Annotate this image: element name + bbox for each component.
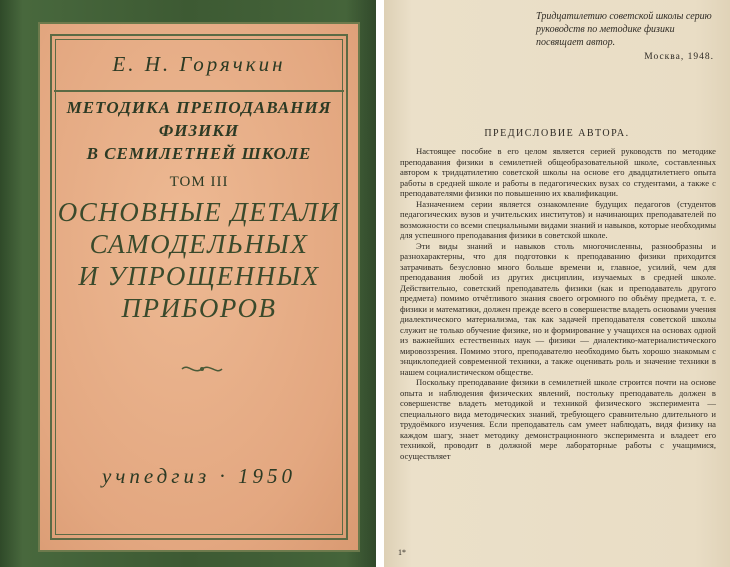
paragraph: Настоящее пособие в его целом является серией руководств по методике преподавания физики в семилетней общеобразовательной школе, составленных автором к тридцатилетию советской школы на основе его двадцатилетнего опыта работы в средней школе и работы в педагогических вузах со студентами, а также с преподавателями физики по повышению их квалификации.	[400, 146, 716, 198]
title-line: ПРИБОРОВ	[121, 293, 277, 323]
preface-title: ПРЕДИСЛОВИЕ АВТОРА.	[484, 128, 630, 139]
series-line: ФИЗИКИ	[158, 121, 240, 140]
cover-volume: ТОМ III	[169, 174, 229, 190]
cover-publisher: учпедгиз · 1950	[102, 464, 296, 488]
cover-series-title	[40, 96, 358, 165]
cover-divider	[54, 90, 344, 92]
cover-panel	[38, 22, 360, 552]
paragraph: Эти виды знаний и навыков столь многочисленны, разнообразны и разнохарактерны, что для подготовки к преподаванию физики приходится затрачивать безусловно много больше времени и, главное, усилий, чем для преподавания любой из других дисциплин, изучаемых в средней школе. Действительно, советский преподаватель физики (как и преподаватель другого предмета) помимо отчётливого знания своего огромного по объёму предмета, т. е. физики и математики, должен прежде всего в совершенстве владеть основами учения диалектического материализма, так как задачей преподавателя советской школы служит не только обучение физике, но и формирование у учащихся на основах одной из важнейших естественных наук — физики — диалектико-материалистического мировоззрения. Помимо этого, преподавателю необходимо быть хорошо знакомым с энциклопедией современной техники, а также оценивать роль и значение техники в нашем социалистическом обществе.	[400, 240, 716, 377]
page-signature: 1*	[398, 548, 406, 557]
cover-author: Е. Н. Горячкин	[112, 52, 286, 76]
preface-body	[400, 146, 716, 461]
cover-volume-title	[40, 196, 358, 324]
dedication-date: Москва, 1948.	[644, 52, 714, 62]
title-line: И УПРОЩЕННЫХ	[78, 261, 320, 291]
paragraph: Поскольку преподавание физики в семилетней школе строится почти на основе опыта и наблюдения физических явлений, постольку преподаватель должен в совершенстве владеть методикой и техникой физического эксперимента — специального вида методических знаний, требующего сравнительно длительного и трудоёмкого изучения. Если преподаватель сам умеет наблюдать, видя физику на каждом шагу, знает методику демонстрационного эксперимента и владеет его техникой, проводит в должной мере лабораторные работы с учащимися, осуществляет	[400, 377, 716, 461]
title-line: САМОДЕЛЬНЫХ	[89, 229, 309, 259]
paragraph: Назначением серии является ознакомление будущих педагогов (студентов педагогических вузов и учительских институтов) и начинающих преподавателей по возможности со всеми специальными видами знаний и навыков, которые необходимы для успешного преподавания физики в советской школе.	[400, 198, 716, 240]
ornament-icon	[180, 362, 224, 376]
dedication: Тридцатилетию советской школы серию руководств по методике физики посвящает автор.	[536, 11, 712, 48]
book-page	[384, 0, 730, 567]
series-line: МЕТОДИКА ПРЕПОДАВАНИЯ	[66, 98, 332, 117]
series-line: В СЕМИЛЕТНЕЙ ШКОЛЕ	[86, 144, 312, 163]
title-line: ОСНОВНЫЕ ДЕТАЛИ	[57, 197, 341, 227]
